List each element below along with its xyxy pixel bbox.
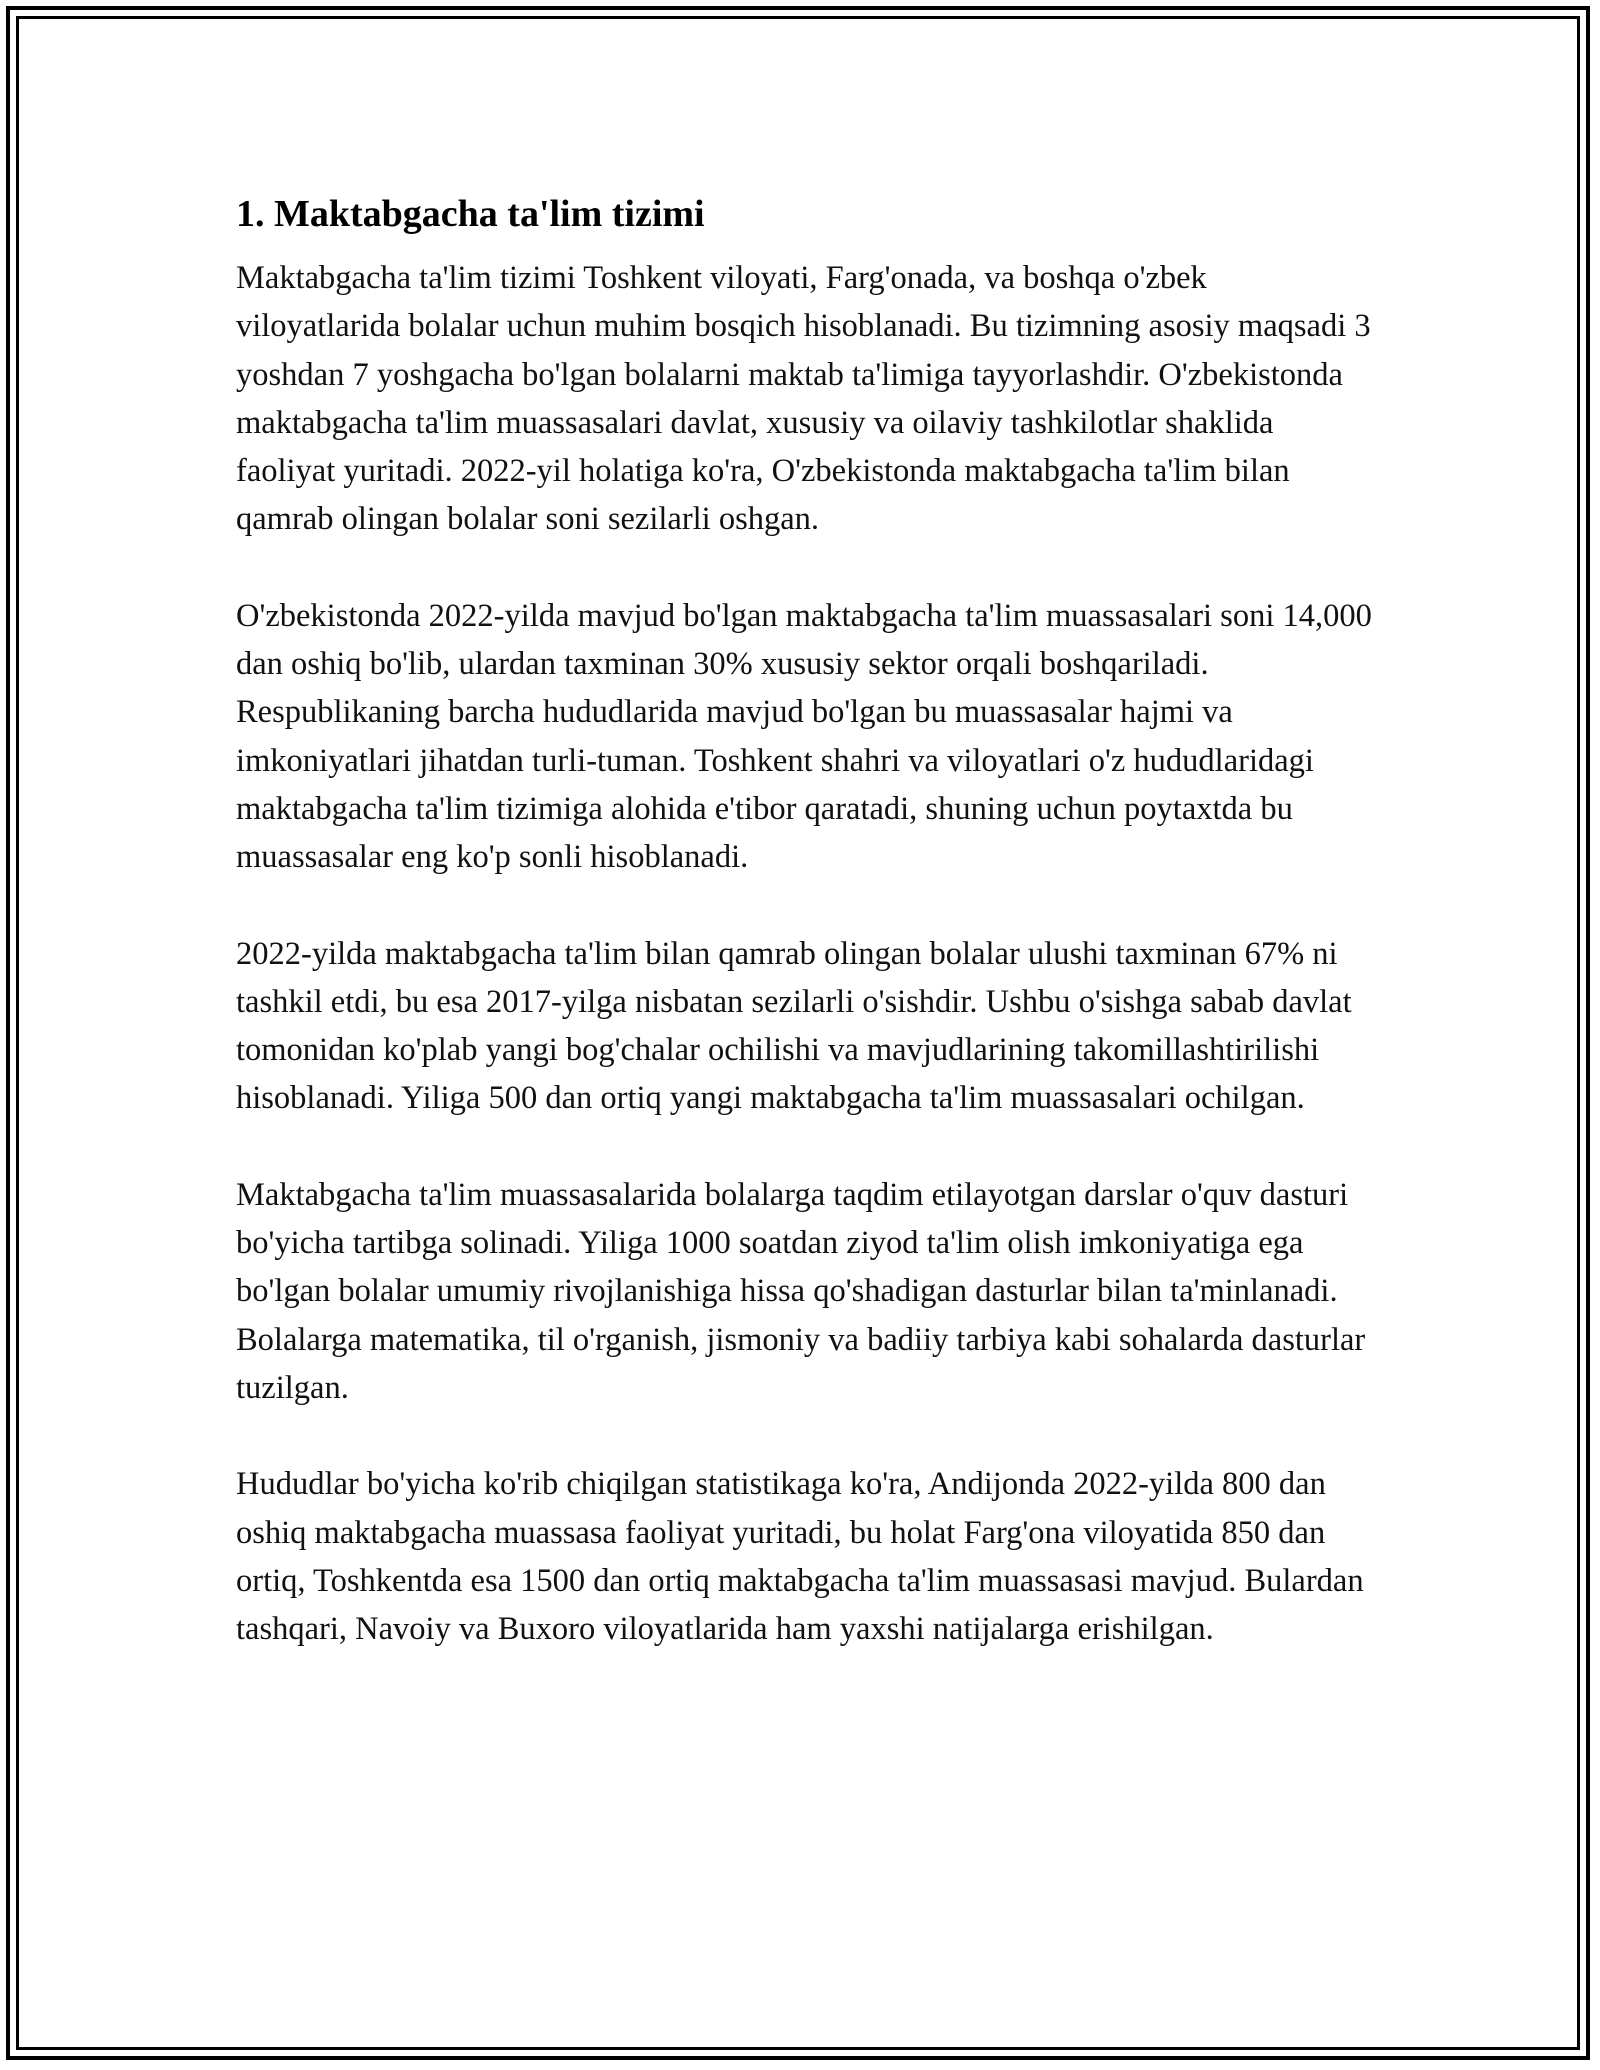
paragraph-4: Maktabgacha ta'lim muassasalarida bolalarga taqdim etilayotgan darslar o'quv dasturi bo'yicha tartibga solinadi. Yiliga 1000 soatdan ziyod ta'lim olish imkoniyatiga ega bo'lgan bolalar umumiy rivojlanishiga hissa qo'shadigan dasturlar bilan ta'minlanadi. Bolalarga matematika, til o'rganish, jismoniy va badiiy tarbiya kabi sohalarda dasturlar tuzilgan. bbox=[236, 1176, 1366, 1406]
paragraph-5: Hududlar bo'yicha ko'rib chiqilgan statistikaga ko'ra, Andijonda 2022-yilda 800 dan oshiq maktabgacha muassasa faoliyat yuritadi, bu holat Farg'ona viloyatida 850 dan ortiq, Toshkentda esa 1500 dan ortiq maktabgacha ta'lim muassasasi mavjud. Bulardan tashqari, Navoiy va Buxoro viloyatlarida ham yaxshi natijalarga erishilgan. bbox=[236, 1466, 1364, 1648]
document-body bbox=[236, 186, 1376, 1653]
section-heading: 1. Maktabgacha ta'lim tizimi bbox=[236, 193, 705, 235]
paragraph-3: 2022-yilda maktabgacha ta'lim bilan qamrab olingan bolalar ulushi taxminan 67% ni tashkil etdi, bu esa 2017-yilga nisbatan sezilarli o'sishdir. Ushbu o'sishga sabab davlat tomonidan ko'plab yangi bog'chalar ochilishi va mavjudlarining takomillashtirilishi hisoblanadi. Yiliga 500 dan ortiq yangi maktabgacha ta'lim muassasalari ochilgan. bbox=[236, 935, 1352, 1117]
paragraph-2: O'zbekistonda 2022-yilda mavjud bo'lgan maktabgacha ta'lim muassasalari soni 14,000 dan oshiq bo'lib, ulardan taxminan 30% xususiy sektor orqali boshqariladi. Respublikaning barcha hududlarida mavjud bo'lgan bu muassasalar hajmi va imkoniyatlari jihatdan turli-tuman. Toshkent shahri va viloyatlari o'z hududlaridagi maktabgacha ta'lim tizimiga alohida e'tibor qaratadi, shuning uchun poytaxtda bu muassasalar eng ko'p sonli hisoblanadi. bbox=[236, 597, 1372, 876]
paragraph-1: Maktabgacha ta'lim tizimi Toshkent viloyati, Farg'onada, va boshqa o'zbek viloyatlarida bolalar uchun muhim bosqich hisoblanadi. Bu tizimning asosiy maqsadi 3 yoshdan 7 yoshgacha bo'lgan bolalarni maktab ta'limiga tayyorlashdir. O'zbekistonda maktabgacha ta'lim muassasalari davlat, xususiy va oilaviy tashkilotlar shaklida faoliyat yuritadi. 2022-yil holatiga ko'ra, O'zbekistonda maktabgacha ta'lim bilan qamrab olingan bolalar soni sezilarli oshgan. bbox=[236, 260, 1371, 538]
